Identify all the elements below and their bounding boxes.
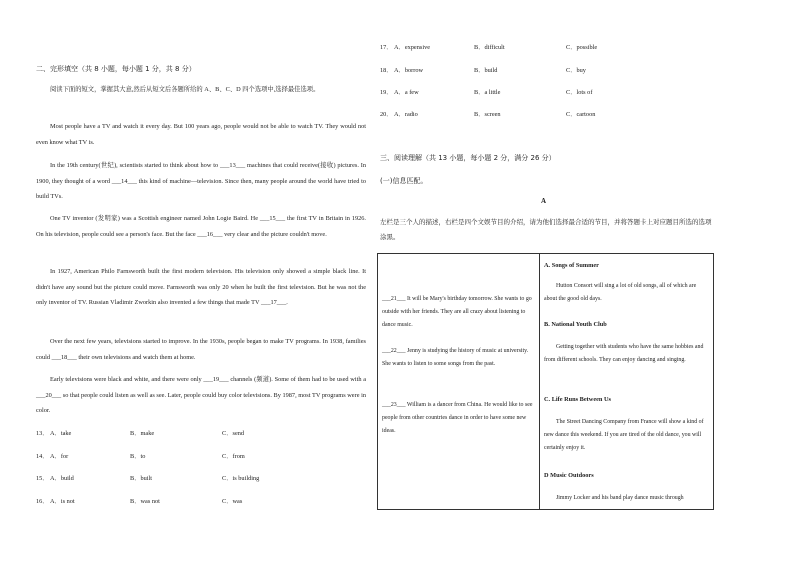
- option-b[interactable]: B．build: [474, 67, 498, 74]
- person-description-23: ___23___ William is a dancer from China. He would like to see people from other countries dance in order to have some new ideas.: [382, 402, 533, 434]
- question-number: 15．: [36, 475, 49, 482]
- matching-table: [377, 253, 714, 510]
- cloze-section-title: 二、完形填空（共 8 小题，每小题 1 分，共 8 分）: [36, 65, 196, 73]
- option-c[interactable]: C．is building: [222, 475, 260, 482]
- option-c[interactable]: C．was: [222, 498, 243, 505]
- option-b[interactable]: B．built: [130, 475, 153, 482]
- option-b[interactable]: B．screen: [474, 111, 501, 118]
- option-a[interactable]: A．a few: [394, 89, 419, 96]
- option-c[interactable]: C．possible: [566, 44, 598, 51]
- part-label: A: [541, 197, 547, 205]
- program-text-a: Hutton Consort will sing a lot of old songs, all of which are about the good old days.: [544, 283, 697, 302]
- reading-subtitle: (一)信息匹配。: [380, 177, 428, 185]
- option-b[interactable]: B．to: [130, 453, 146, 460]
- person-description-22: ___22___ Jenny is studying the history of music at university. She wants to listen to some songs from the past.: [382, 348, 529, 367]
- program-text-c: The Street Dancing Company from France will show a kind of new dance this weekend. If you are tired of the old dance, you will certainly enjoy it.: [544, 419, 704, 451]
- option-b[interactable]: B．difficult: [474, 44, 505, 51]
- question-number: 19．: [380, 89, 393, 96]
- question-number: 13．: [36, 430, 49, 437]
- program-heading-c: C. Life Runs Between Us: [544, 396, 611, 403]
- option-a[interactable]: A．for: [50, 453, 69, 460]
- cloze-paragraph-4: In 1927, American Philo Farnsworth built the first modern television. His television only showed a simple black line. It didn't have any sound but the picture could move. Farnsworth was only 20 when he built the first television. But he was not the only inventor of TV. Russian Vladimir Zworkin also invented a few things that made TV ___17___.: [36, 268, 366, 307]
- question-number: 17．: [380, 44, 393, 51]
- option-c[interactable]: C．cartoon: [566, 111, 596, 118]
- option-b[interactable]: B．make: [130, 430, 155, 437]
- option-a[interactable]: A．expensive: [394, 44, 431, 51]
- cloze-paragraph-2: In the 19th century(世纪), scientists started to think about how to ___13___ machines that could receive(接收) pictures. In 1900, they thought of a word ___14___ this kind of machine—television. Since then, many people around the world have tried to build TVs.: [36, 162, 366, 201]
- question-number: 18．: [380, 67, 393, 74]
- option-c[interactable]: C．send: [222, 430, 245, 437]
- option-a[interactable]: A．borrow: [394, 67, 424, 74]
- table-divider: [539, 254, 540, 509]
- option-a[interactable]: A．is not: [50, 498, 75, 505]
- option-a[interactable]: A．take: [50, 430, 72, 437]
- option-a[interactable]: A．radio: [394, 111, 418, 118]
- reading-instruction: 左栏是三个人的描述，右栏是四个文娱节目的介绍，请为他们选择最合适的节目，并将答题卡上对应题目所选的选项涂黑。: [380, 219, 712, 241]
- option-b[interactable]: B．was not: [130, 498, 160, 505]
- option-c[interactable]: C．buy: [566, 67, 586, 74]
- question-number: 16．: [36, 498, 49, 505]
- program-text-b: Getting together with students who have the same hobbies and from different schools. They can enjoy dancing and singing.: [544, 344, 704, 363]
- cloze-paragraph-5: Over the next few years, televisions started to improve. In the 1930s, people began to make TV programs. In 1938, families could ___18___ their own televisions and watch them at home.: [36, 338, 366, 361]
- option-c[interactable]: C．from: [222, 453, 245, 460]
- cloze-paragraph-3: One TV inventor (发明家) was a Scottish engineer named John Logie Baird. He ___15___ the first TV in Britain in 1926. On his television, people could see a person's face. But the face ___16___ very clear and the picture couldn't move.: [36, 215, 366, 238]
- option-a[interactable]: A．build: [50, 475, 74, 482]
- cloze-paragraph-6: Early televisions were black and white, and there were only ___19___ channels (频道). Some of them had to be used with a ___20___ so that people could listen as well as see. Later, people could buy color televisions. By 1987, most TV programs were in color.: [36, 376, 366, 415]
- cloze-instruction: 阅读下面的短文，掌握其大意,然后从短文后各题所给的 A、B、C、D 四个选项中,选择最佳选项。: [50, 86, 320, 93]
- person-description-21: ___21___ It will be Mary's birthday tomorrow. She wants to go outside with her friends. They are all crazy about listening to dance music.: [382, 296, 532, 328]
- option-c[interactable]: C．lots of: [566, 89, 593, 96]
- question-number: 20．: [380, 111, 393, 118]
- program-text-d: Jimmy Locker and his band play dance music through: [556, 495, 684, 501]
- program-heading-a: A. Songs of Summer: [544, 262, 599, 269]
- option-b[interactable]: B．a little: [474, 89, 501, 96]
- cloze-paragraph-1: Most people have a TV and watch it every day. But 100 years ago, people would not be able to watch TV. They would not even know what TV is.: [36, 123, 366, 146]
- program-heading-d: D Music Outdoors: [544, 472, 594, 479]
- question-number: 14．: [36, 453, 49, 460]
- program-heading-b: B. National Youth Club: [544, 321, 607, 328]
- reading-section-title: 三、阅读理解（共 13 小题，每小题 2 分，满分 26 分）: [380, 154, 556, 162]
